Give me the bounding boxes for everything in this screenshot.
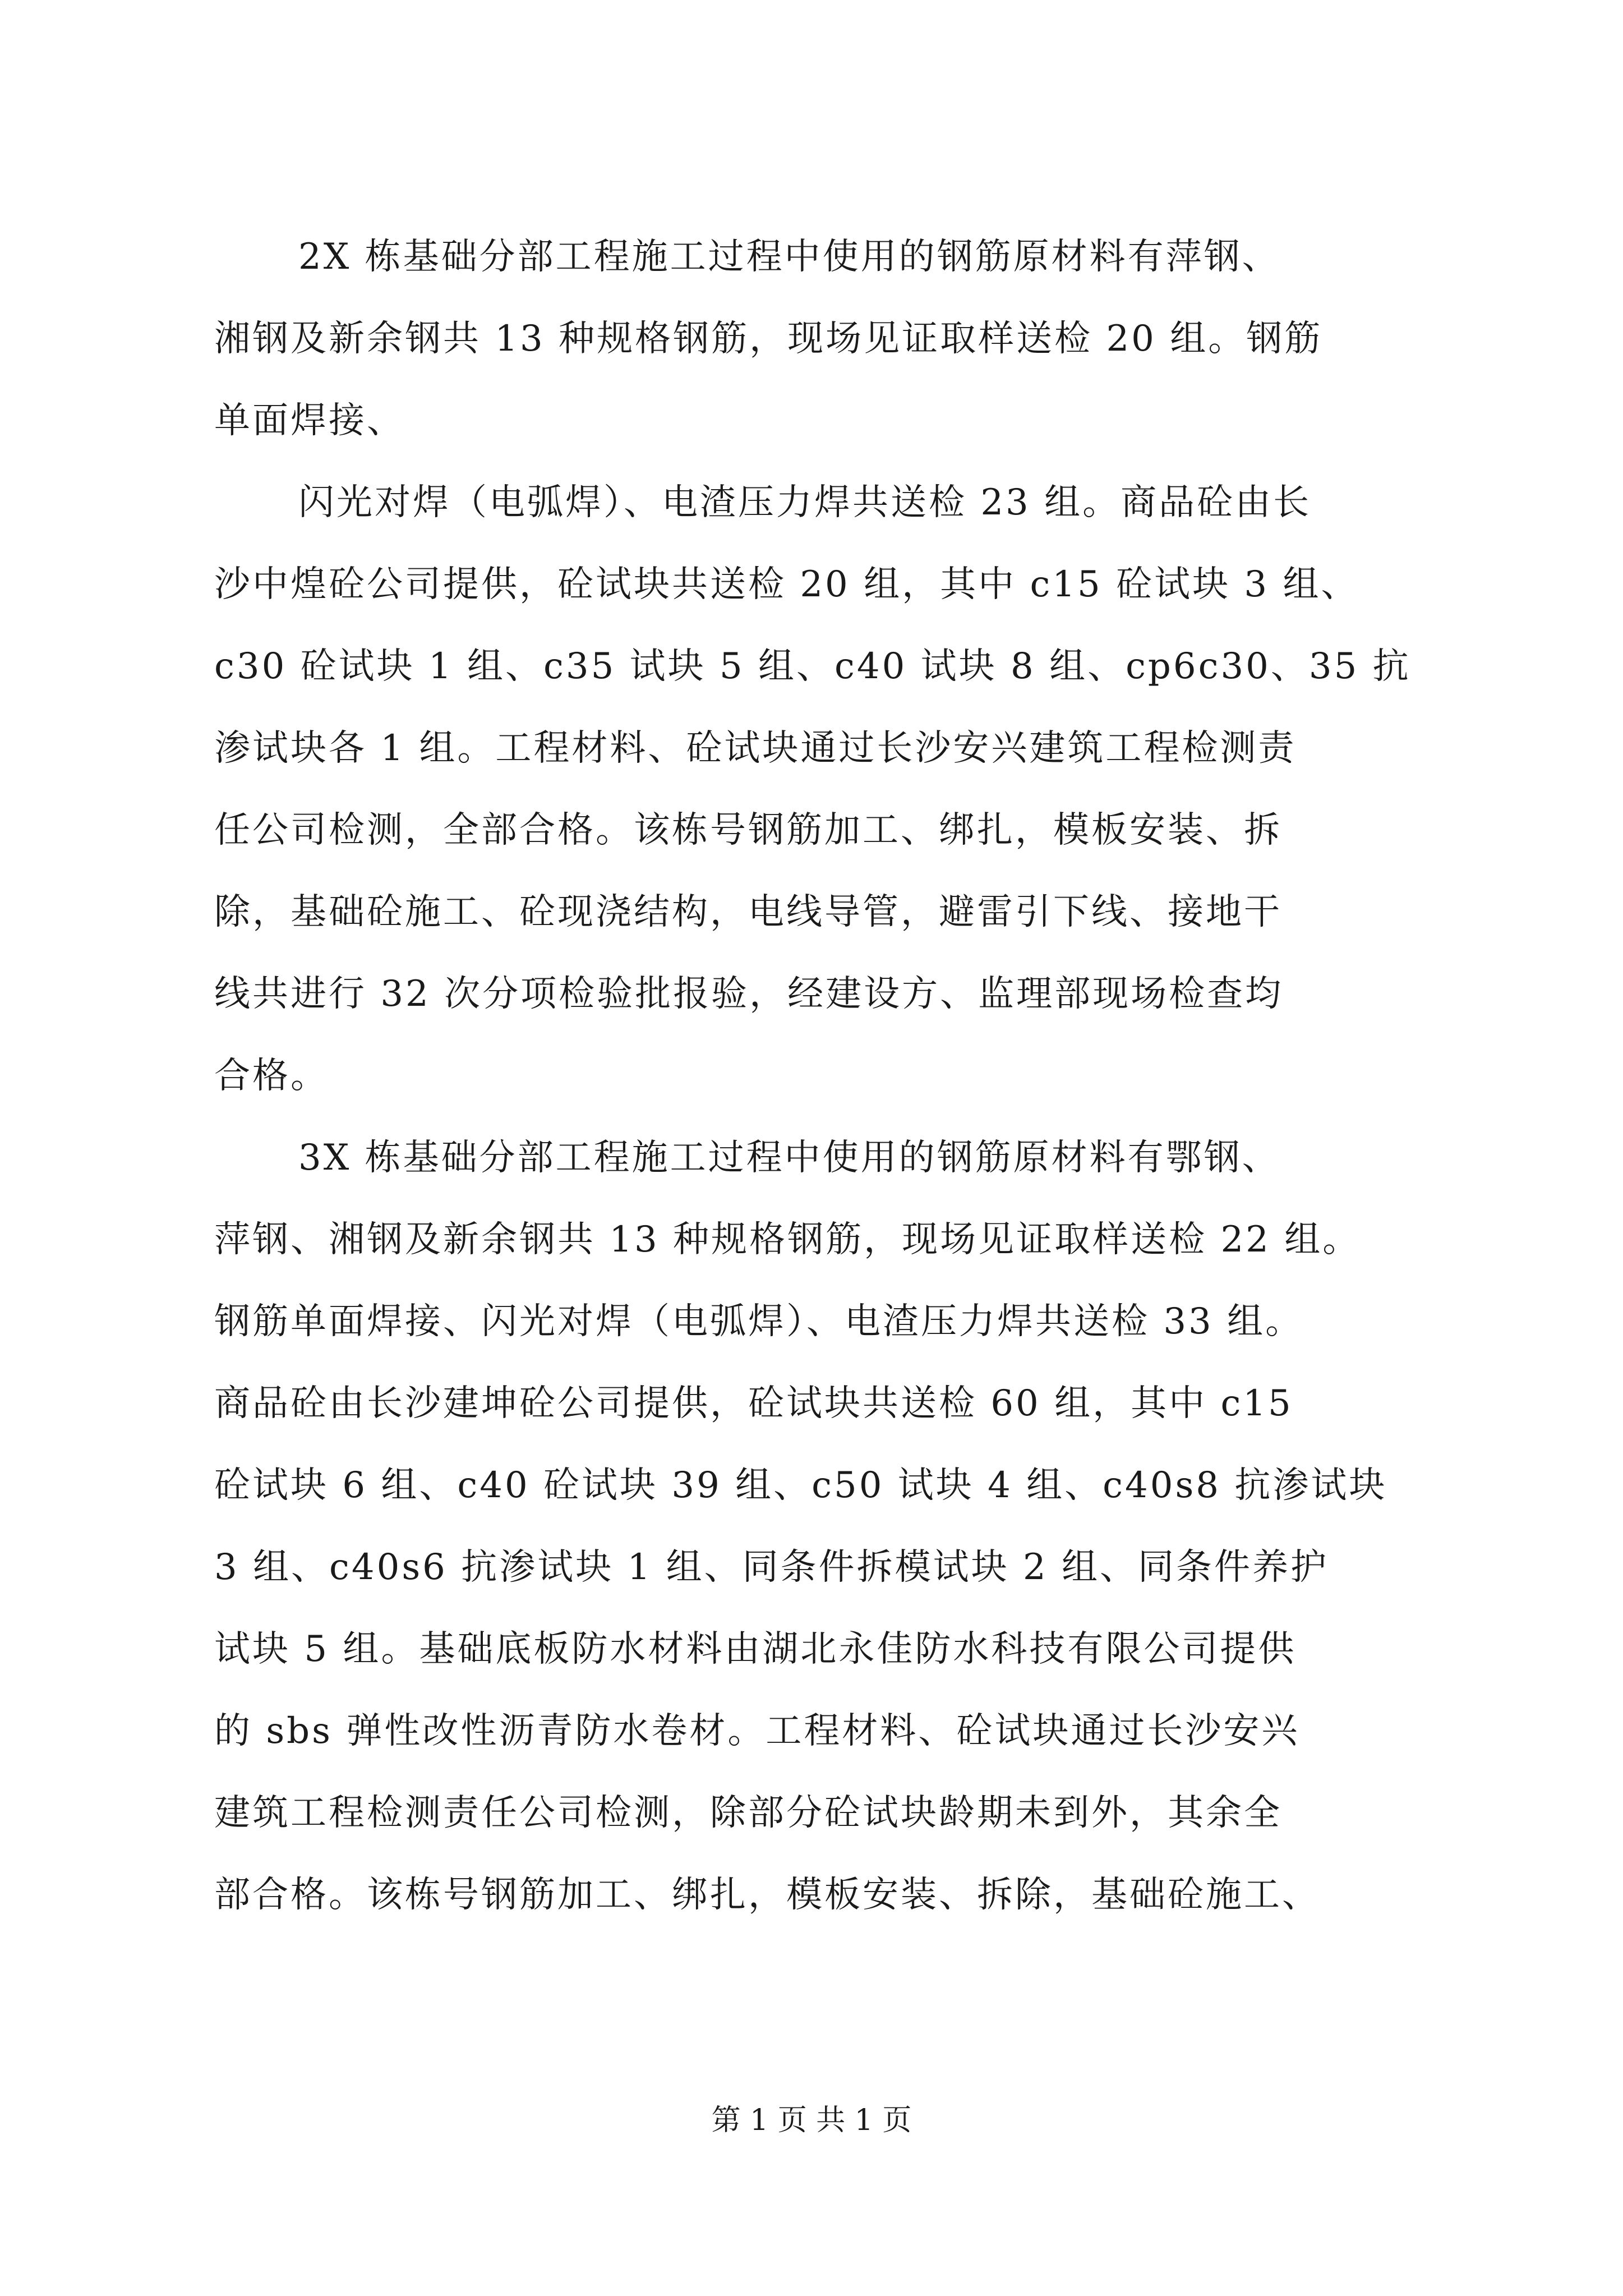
text-line: 除，基础砼施工、砼现浇结构，电线导管，避雷引下线、接地干 <box>214 891 1282 933</box>
text-line: 单面焊接、 <box>214 400 405 441</box>
text-line: 湘钢及新余钢共 13 种规格钢筋，现场见证取样送检 20 组。钢筋 <box>214 318 1323 360</box>
text-line: 钢筋单面焊接、闪光对焊（电弧焊）、电渣压力焊共送检 33 组。 <box>214 1301 1304 1342</box>
text-line: 的 sbs 弹性改性沥青防水卷材。工程材料、砼试块通过长沙安兴 <box>214 1710 1300 1752</box>
text-line: 部合格。该栋号钢筋加工、绑扎，模板安装、拆除，基础砼施工、 <box>214 1874 1320 1916</box>
text-line: 渗试块各 1 组。工程材料、砼试块通过长沙安兴建筑工程检测责 <box>214 728 1297 769</box>
text-line: 试块 5 组。基础底板防水材料由湖北永佳防水科技有限公司提供 <box>214 1628 1297 1670</box>
text-line: 闪光对焊（电弧焊）、电渣压力焊共送检 23 组。商品砼由长 <box>298 482 1312 523</box>
text-line: 3 组、c40s6 抗渗试块 1 组、同条件拆模试块 2 组、同条件养护 <box>214 1547 1329 1588</box>
text-line: 商品砼由长沙建坤砼公司提供，砼试块共送检 60 组，其中 c15 <box>214 1383 1293 1424</box>
text-line: 线共进行 32 次分项检验批报验，经建设方、监理部现场检查均 <box>214 973 1284 1015</box>
paragraph <box>214 216 1431 462</box>
text-line: 萍钢、湘钢及新余钢共 13 种规格钢筋，现场见证取样送检 22 组。 <box>214 1219 1361 1260</box>
text-line: 3X 栋基础分部工程施工过程中使用的钢筋原材料有鄂钢、 <box>298 1137 1280 1179</box>
text-line: 合格。 <box>214 1055 329 1097</box>
page-footer <box>0 2101 1623 2140</box>
text-line: 2X 栋基础分部工程施工过程中使用的钢筋原材料有萍钢、 <box>298 236 1280 278</box>
text-line: 建筑工程检测责任公司检测，除部分砼试块龄期未到外，其余全 <box>214 1792 1282 1834</box>
text-line: 砼试块 6 组、c40 砼试块 39 组、c50 试块 4 组、c40s8 抗渗试块 <box>214 1465 1387 1506</box>
paragraph <box>214 1117 1431 1936</box>
text-line: 任公司检测，全部合格。该栋号钢筋加工、绑扎，模板安装、拆 <box>214 809 1282 851</box>
page-number-label: 第 1 页 共 1 页 <box>711 2104 912 2137</box>
document-body <box>214 216 1431 1936</box>
text-line: 沙中煌砼公司提供，砼试块共送检 20 组，其中 c15 砼试块 3 组、 <box>214 564 1359 605</box>
text-line: c30 砼试块 1 组、c35 试块 5 组、c40 试块 8 组、cp6c30、35 抗 <box>214 646 1411 687</box>
paragraph <box>214 462 1431 1117</box>
